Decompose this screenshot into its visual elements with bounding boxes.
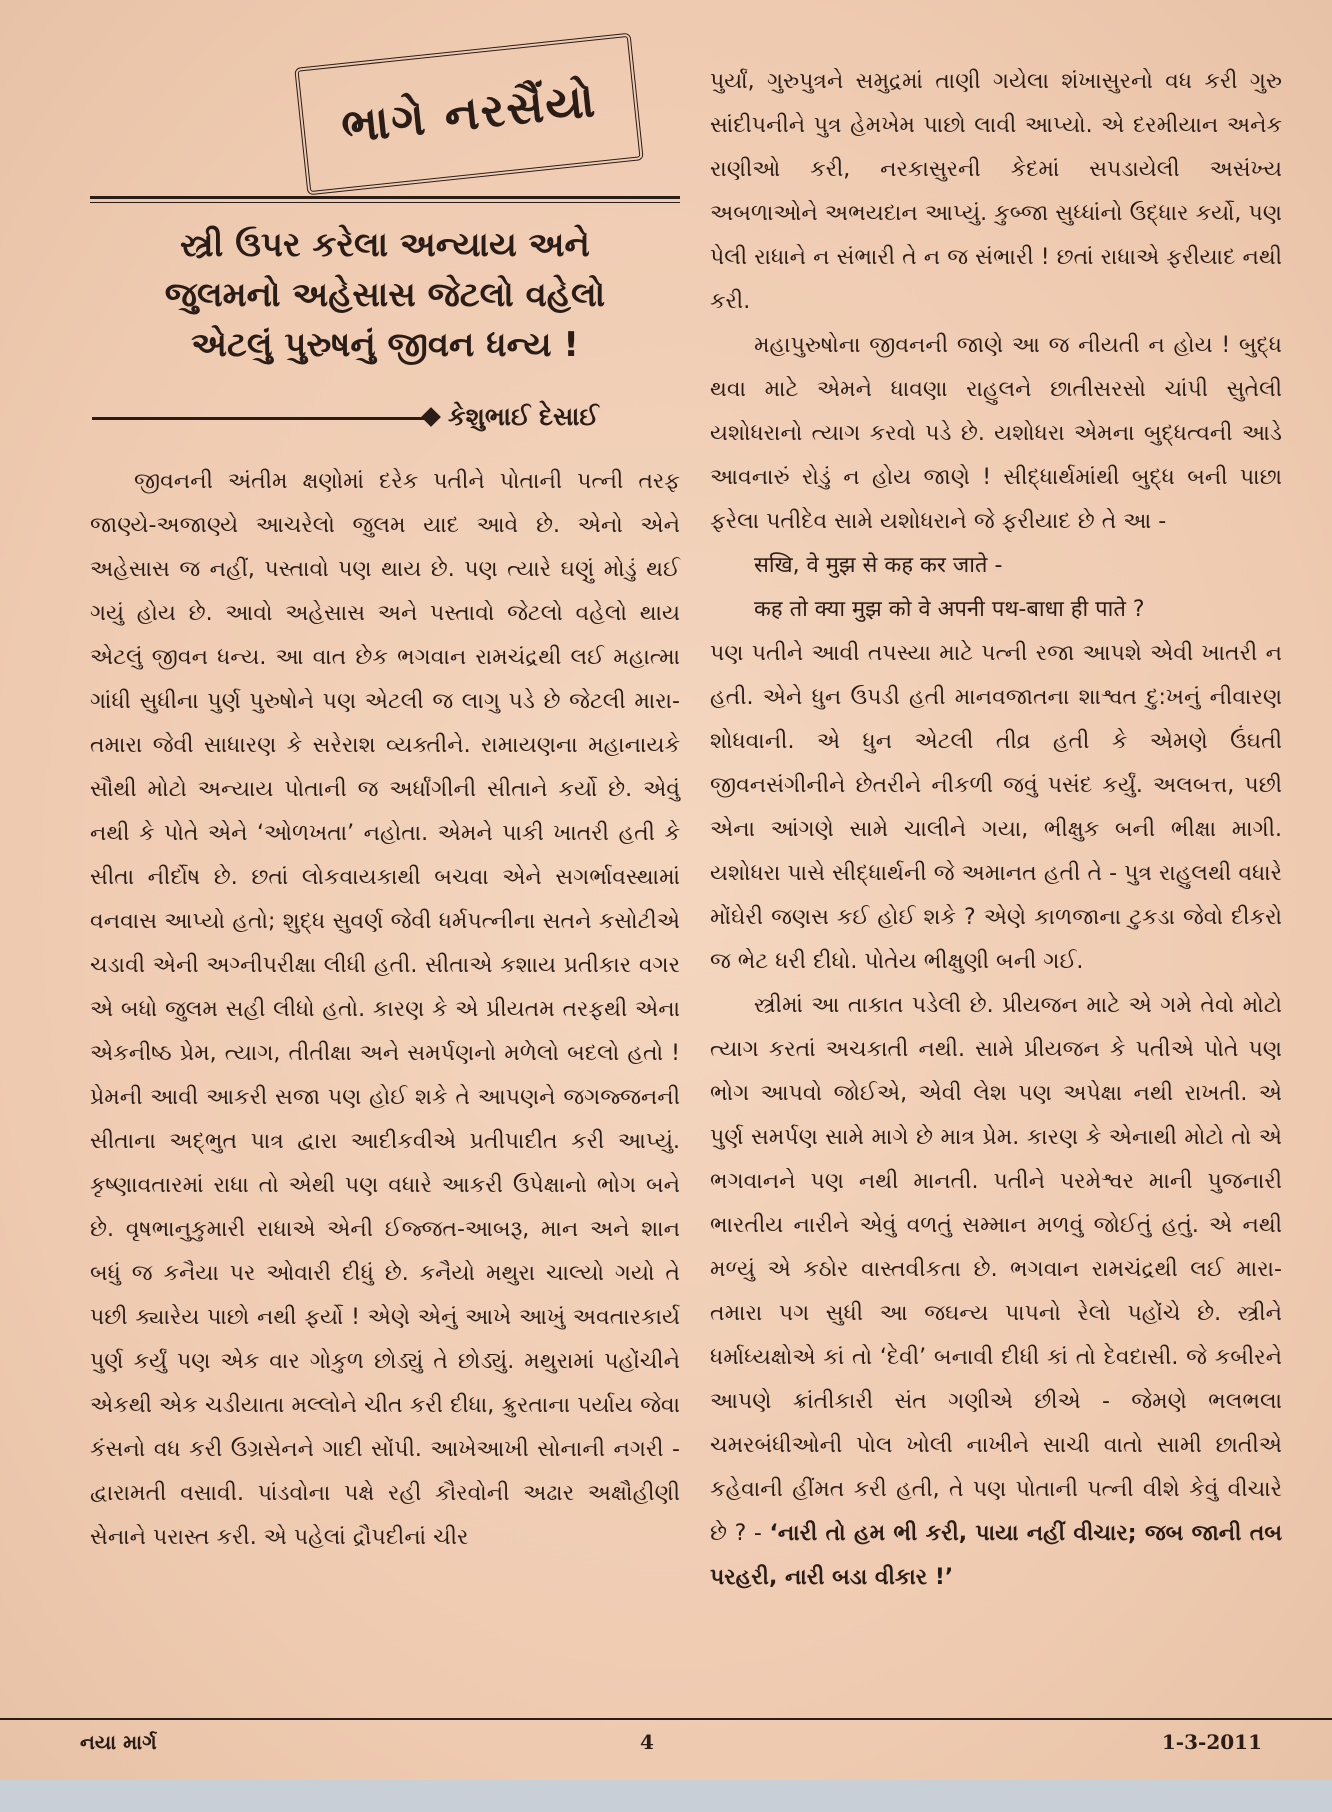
left-column bbox=[90, 40, 680, 1690]
masthead-rule bbox=[90, 196, 680, 203]
issue-date: 1-3-2011 bbox=[1161, 1730, 1262, 1754]
hindi-verse-line: कह तो क्या मुझ को वे अपनी पथ-बाधा ही पाते ? bbox=[754, 597, 1145, 622]
right-body-text bbox=[710, 60, 1282, 1600]
byline bbox=[90, 400, 680, 440]
masthead-title: ભાગે નરસૈંયો bbox=[338, 72, 600, 154]
hindi-verse-line: सखि, वे मुझ से कह कर जाते - bbox=[754, 553, 1003, 578]
footer-rule bbox=[0, 1718, 1332, 1720]
kabir-quote: ‘નારી તો હમ ભી કરી, પાયા નહીં વીચાર; જબ જાની તબ પરહરી, નારી બડા વીકાર !’ bbox=[710, 1521, 1282, 1590]
byline-marker bbox=[421, 407, 441, 427]
headline-line: સ્ત્રી ઉપર કરેલા અન્યાય અને bbox=[180, 225, 590, 265]
magazine-name: નયા માર્ગ bbox=[80, 1730, 157, 1754]
column-masthead bbox=[190, 40, 650, 190]
page-number: 4 bbox=[640, 1730, 654, 1754]
headline-line: એટલું પુરુષનું જીવન ધન્ય ! bbox=[191, 325, 579, 365]
right-column bbox=[710, 60, 1282, 1700]
article-headline bbox=[90, 220, 680, 370]
paragraph: પુર્યાં, ગુરુપુત્રને સમુદ્રમાં તાણી ગયેલા શંખાસુરનો વધ કરી ગુરુ સાંદીપનીને પુત્ર હેમખેમ પાછો લાવી આપ્યો. એ દરમીયાન અનેક રાણીઓ કરી, નરકાસુરની કેદમાં સપડાયેલી અસંખ્ય અબળાઓને અભયદાન આપ્યું. કુબ્જા સુધ્ધાંનો ઉદ્ધાર કર્યો, પણ પેલી રાધાને ન સંભારી તે ન જ સંભારી ! છતાં રાધાએ ફરીયાદ નથી કરી. bbox=[710, 69, 1282, 314]
paragraph-text: સ્ત્રીમાં આ તાકાત પડેલી છે. પ્રીયજન માટે એ ગમે તેવો મોટો ત્યાગ કરતાં અચકાતી નથી. સામે પ્રીયજન કે પતીએ પોતે પણ ભોગ આપવો જોઈએ, એવી લેશ પણ અપેક્ષા નથી રાખતી. એ પુર્ણ સમર્પણ સામે માગે છે માત્ર પ્રેમ. કારણ કે એનાથી મોટો તો એ ભગવાનને પણ નથી માનતી. પતીને પરમેશ્વર માની પુજનારી ભારતીય નારીને એવું વળતું સમ્માન મળવું જોઈતું હતું. એ નથી મળ્યું એ કઠોર વાસ્તવીકતા છે. ભગવાન રામચંદ્રથી લઈ મારા-તમારા પગ સુધી આ જઘન્ય પાપનો રેલો પહોંચે છે. સ્ત્રીને ધર્માધ્યક્ષોએ કાં તો ‘દેવી’ બનાવી દીધી કાં તો દેવદાસી. જે કબીરને આપણે ક્રાંતીકારી સંત ગણીએ છીએ - જેમણે ભલભલા ચમરબંધીઓની પોલ ખોલી નાખીને સાચી વાતો સામી છાતીએ કહેવાની હીંમત કરી હતી, તે પણ પોતાની પત્ની વીશે કેવું વીચારે છે ? - bbox=[710, 993, 1282, 1546]
byline-rule bbox=[92, 417, 430, 420]
paragraph: જીવનની અંતીમ ક્ષણોમાં દરેક પતીને પોતાની પત્ની તરફ જાણ્યે-અજાણ્યે આચરેલો જુલમ યાદ આવે છે. એનો એને અહેસાસ જ નહીં, પસ્તાવો પણ થાય છે. પણ ત્યારે ઘણું મોડું થઈ ગયું હોય છે. આવો અહેસાસ અને પસ્તાવો જેટલો વહેલો થાય એટલું જીવન ધન્ય. આ વાત છેક ભગવાન રામચંદ્રથી લઈ મહાત્મા ગાંધી સુધીના પુર્ણ પુરુષોને પણ એટલી જ લાગુ પડે છે જેટલી મારા-તમારા જેવી સાધારણ કે સરેરાશ વ્યક્તીને. રામાયણના મહાનાયકે સૌથી મોટો અન્યાય પોતાની જ અર્ધાંગીની સીતાને કર્યો છે. એવું નથી કે પોતે એને ‘ઓળખતા’ નહોતા. એમને પાકી ખાતરી હતી કે સીતા નીર્દોષ છે. છતાં લોકવાયકાથી બચવા એને સગર્ભાવસ્થામાં વનવાસ આપ્યો હતો; શુદ્ધ સુવર્ણ જેવી ધર્મપત્નીના સતને કસોટીએ ચડાવી એની અગ્નીપરીક્ષા લીધી હતી. સીતાએ કશાય પ્રતીકાર વગર એ બધો જુલમ સહી લીધો હતો. કારણ કે એ પ્રીયતમ તરફથી એના એકનીષ્ઠ પ્રેમ, ત્યાગ, તીતીક્ષા અને સમર્પણનો મળેલો બદલો હતો ! પ્રેમની આવી આકરી સજા પણ હોઈ શકે તે આપણને જગજ્જનની સીતાના અદ્ભુત પાત્ર દ્વારા આદીકવીએ પ્રતીપાદીત કરી આપ્યું. કૃષ્ણાવતારમાં રાધા તો એથી પણ વધારે આકરી ઉપેક્ષાનો ભોગ બને છે. વૃષભાનુકુમારી રાધાએ એની ઈજ્જત-આબરૂ, માન અને શાન બધું જ કનૈયા પર ઓવારી દીધું છે. કનૈયો મથુરા ચાલ્યો ગયો તે પછી ક્યારેય પાછો નથી ફર્યો ! એણે એનું આખે આખું અવતારકાર્ય પુર્ણ કર્યું પણ એક વાર ગોકુળ છોડ્યું તે છોડ્યું. મથુરામાં પહોંચીને એકથી એક ચડીયાતા મલ્લોને ચીત કરી દીધા, ક્રુરતાના પર્યાય જેવા કંસનો વધ કરી ઉગ્રસેનને ગાદી સોંપી. આખેઆખી સોનાની નગરી - દ્વારામતી વસાવી. પાંડવોના પક્ષે રહી કૌરવોની અઢાર અક્ષૌહીણી સેનાને પરાસ્ત કરી. એ પહેલાં દ્રૌપદીનાં ચીર bbox=[90, 469, 680, 1550]
paragraph bbox=[710, 984, 1282, 1600]
paragraph: મહાપુરુષોના જીવનની જાણે આ જ નીયતી ન હોય ! બુદ્ધ થવા માટે એમને ધાવણા રાહુલને છાતીસરસો ચાંપી સુતેલી યશોધરાનો ત્યાગ કરવો પડે છે. યશોધરા એમના બુદ્ધત્વની આડે આવનારું રોડું ન હોય જાણે ! સીદ્ધાર્થમાંથી બુદ્ધ બની પાછા ફરેલા પતીદેવ સામે યશોધરાને જે ફરીયાદ છે તે આ - bbox=[710, 333, 1282, 534]
author-name: કેશુભાઈ દેસાઈ bbox=[448, 402, 599, 431]
left-body-text bbox=[90, 460, 680, 1560]
masthead-frame bbox=[294, 33, 644, 196]
headline-line: જુલમનો અહેસાસ જેટલો વહેલો bbox=[164, 275, 606, 315]
paragraph: પણ પતીને આવી તપસ્યા માટે પત્ની રજા આપશે એવી ખાતરી ન હતી. એને ધુન ઉપડી હતી માનવજાતના શાશ્વત દુ:ખનું નીવારણ શોધવાની. એ ધુન એટલી તીવ્ર હતી કે એમણે ઉંઘતી જીવનસંગીનીને છેતરીને નીકળી જવું પસંદ કર્યું. અલબત્ત, પછી એના આંગણે સામે ચાલીને ગયા, ભીક્ષુક બની ભીક્ષા માગી. યશોધરા પાસે સીદ્ધાર્થની જે અમાનત હતી તે - પુત્ર રાહુલથી વધારે મોંઘેરી જણસ કઈ હોઈ શકે ? એણે કાળજાના ટુકડા જેવો દીકરો જ ભેટ ધરી દીધો. પોતેય ભીક્ષુણી બની ગઈ. bbox=[710, 641, 1282, 974]
